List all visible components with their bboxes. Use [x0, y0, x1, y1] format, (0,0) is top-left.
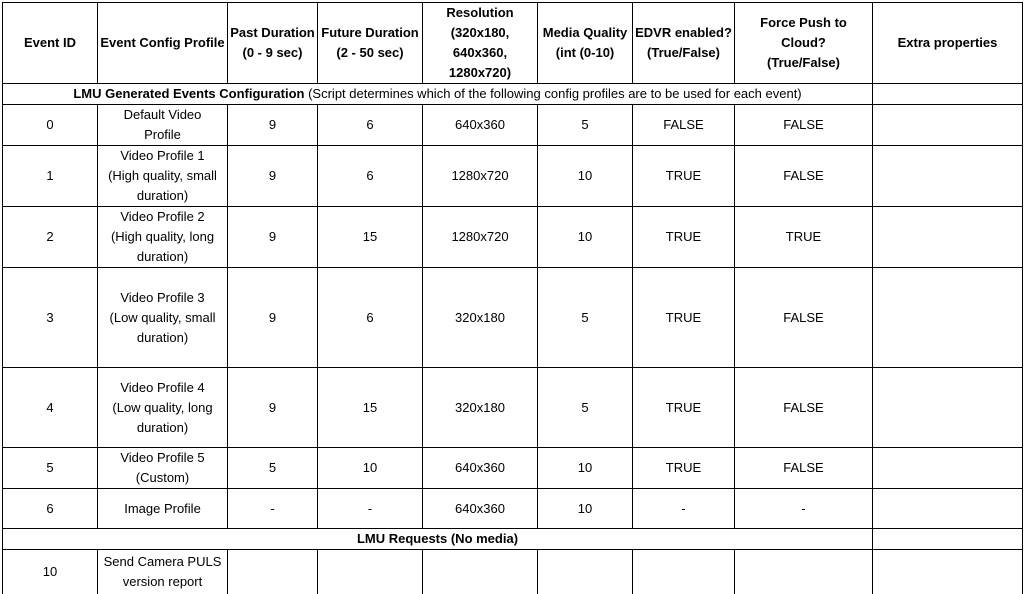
- section-extra-cell: [873, 529, 1023, 550]
- extra-cell: [873, 489, 1023, 529]
- edvr-cell: FALSE: [633, 105, 735, 146]
- profile-cell: Send Camera PULS version report: [98, 550, 228, 594]
- future-duration-cell: 15: [318, 368, 423, 448]
- force-push-cell: TRUE: [735, 207, 873, 268]
- past-duration-cell: 5: [228, 448, 318, 489]
- profile-cell: Video Profile 5 (Custom): [98, 448, 228, 489]
- profile-cell: Video Profile 4 (Low quality, long duration): [98, 368, 228, 448]
- section-note: (Script determines which of the following config profiles are to be used for each event): [304, 86, 802, 101]
- future-duration-cell: 10: [318, 448, 423, 489]
- header-row: [3, 3, 1023, 84]
- resolution-cell: 320x180: [423, 268, 538, 368]
- section-row: [3, 529, 1023, 550]
- force-push-cell: FALSE: [735, 448, 873, 489]
- event-id-cell: 3: [3, 268, 98, 368]
- media-quality-cell: 10: [538, 489, 633, 529]
- past-duration-cell: -: [228, 489, 318, 529]
- force-push-cell: [735, 550, 873, 594]
- media-quality-cell: 10: [538, 207, 633, 268]
- header-extra: Extra properties: [873, 3, 1023, 84]
- resolution-cell: 640x360: [423, 489, 538, 529]
- table-row: [3, 207, 1023, 268]
- header-event-id: Event ID: [3, 3, 98, 84]
- table-row: [3, 105, 1023, 146]
- past-duration-cell: 9: [228, 268, 318, 368]
- force-push-cell: FALSE: [735, 368, 873, 448]
- resolution-cell: 1280x720: [423, 207, 538, 268]
- header-profile: Event Config Profile: [98, 3, 228, 84]
- past-duration-cell: 9: [228, 207, 318, 268]
- resolution-cell: 640x360: [423, 105, 538, 146]
- table-row: [3, 368, 1023, 448]
- future-duration-cell: 6: [318, 146, 423, 207]
- header-media-quality: Media Quality (int (0-10): [538, 3, 633, 84]
- edvr-cell: -: [633, 489, 735, 529]
- table-row: [3, 550, 1023, 594]
- media-quality-cell: 5: [538, 105, 633, 146]
- section-title: LMU Requests (No media): [356, 531, 519, 546]
- media-quality-cell: 10: [538, 146, 633, 207]
- future-duration-cell: 15: [318, 207, 423, 268]
- force-push-cell: -: [735, 489, 873, 529]
- extra-cell: [873, 368, 1023, 448]
- edvr-cell: [633, 550, 735, 594]
- resolution-cell: [423, 550, 538, 594]
- extra-cell: [873, 207, 1023, 268]
- profile-cell: Video Profile 2 (High quality, long duration): [98, 207, 228, 268]
- past-duration-cell: [228, 550, 318, 594]
- edvr-cell: TRUE: [633, 368, 735, 448]
- event-id-cell: 6: [3, 489, 98, 529]
- resolution-cell: 1280x720: [423, 146, 538, 207]
- table-row: [3, 268, 1023, 368]
- header-force-push: Force Push to Cloud? (True/False): [735, 3, 873, 84]
- extra-cell: [873, 146, 1023, 207]
- event-config-table: [2, 2, 1023, 594]
- header-future-duration: Future Duration (2 - 50 sec): [318, 3, 423, 84]
- force-push-cell: FALSE: [735, 268, 873, 368]
- future-duration-cell: -: [318, 489, 423, 529]
- event-id-cell: 1: [3, 146, 98, 207]
- resolution-cell: 640x360: [423, 448, 538, 489]
- past-duration-cell: 9: [228, 368, 318, 448]
- extra-cell: [873, 268, 1023, 368]
- profile-cell: Video Profile 3 (Low quality, small duration): [98, 268, 228, 368]
- section-lmu-requests: [3, 529, 873, 550]
- profile-cell: Default Video Profile: [98, 105, 228, 146]
- edvr-cell: TRUE: [633, 207, 735, 268]
- event-id-cell: 2: [3, 207, 98, 268]
- profile-cell: Video Profile 1 (High quality, small duration): [98, 146, 228, 207]
- table-row: [3, 489, 1023, 529]
- section-title: LMU Generated Events Configuration: [73, 86, 305, 101]
- media-quality-cell: 10: [538, 448, 633, 489]
- section-row: [3, 84, 1023, 105]
- header-edvr: EDVR enabled? (True/False): [633, 3, 735, 84]
- extra-cell: [873, 105, 1023, 146]
- past-duration-cell: 9: [228, 105, 318, 146]
- extra-cell: [873, 550, 1023, 594]
- event-id-cell: 10: [3, 550, 98, 594]
- table-row: [3, 146, 1023, 207]
- edvr-cell: TRUE: [633, 448, 735, 489]
- future-duration-cell: 6: [318, 268, 423, 368]
- event-id-cell: 4: [3, 368, 98, 448]
- force-push-cell: FALSE: [735, 105, 873, 146]
- past-duration-cell: 9: [228, 146, 318, 207]
- table-row: [3, 448, 1023, 489]
- media-quality-cell: 5: [538, 268, 633, 368]
- header-resolution: Resolution (320x180, 640x360, 1280x720): [423, 3, 538, 84]
- future-duration-cell: 6: [318, 105, 423, 146]
- header-past-duration: Past Duration (0 - 9 sec): [228, 3, 318, 84]
- event-id-cell: 5: [3, 448, 98, 489]
- section-extra-cell: [873, 84, 1023, 105]
- future-duration-cell: [318, 550, 423, 594]
- media-quality-cell: 5: [538, 368, 633, 448]
- event-id-cell: 0: [3, 105, 98, 146]
- section-lmu-generated: [3, 84, 873, 105]
- edvr-cell: TRUE: [633, 146, 735, 207]
- extra-cell: [873, 448, 1023, 489]
- force-push-cell: FALSE: [735, 146, 873, 207]
- resolution-cell: 320x180: [423, 368, 538, 448]
- profile-cell: Image Profile: [98, 489, 228, 529]
- media-quality-cell: [538, 550, 633, 594]
- edvr-cell: TRUE: [633, 268, 735, 368]
